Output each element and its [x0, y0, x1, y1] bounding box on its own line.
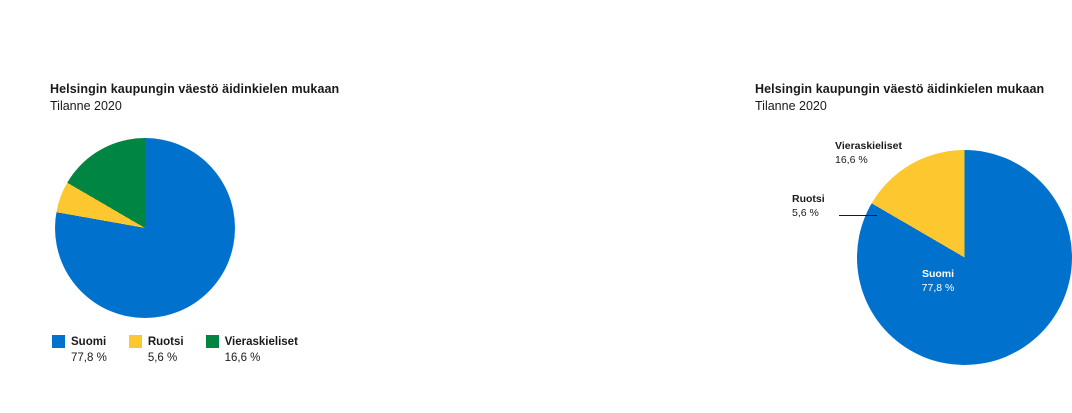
chart-panel-right [367, 0, 1045, 413]
pie-chart-left [55, 138, 235, 318]
slice-label-suomi [903, 267, 973, 295]
leader-line-ruotsi [839, 215, 877, 216]
slice-label-value-suomi: 77,8 % [921, 282, 955, 294]
callout-label-vieraskieliset: Vieraskieliset [835, 140, 902, 152]
legend-value-vieraskieliset: 16,6 % [224, 352, 261, 364]
legend-swatch-vieraskieliset [206, 335, 219, 348]
callout-label-ruotsi: Ruotsi [792, 193, 825, 205]
chart-subtitle-left: Tilanne 2020 [50, 99, 122, 113]
legend-label-vieraskieliset: Vieraskieliset [224, 335, 298, 348]
legend-value-ruotsi: 5,6 % [147, 352, 178, 364]
legend-value-suomi: 77,8 % [71, 352, 107, 364]
legend-item-ruotsi[interactable] [129, 335, 184, 364]
callout-vieraskieliset [835, 139, 902, 167]
legend-swatch-suomi [52, 335, 65, 348]
chart-panel-left [0, 0, 367, 413]
callout-ruotsi [792, 192, 825, 220]
callout-value-vieraskieliset: 16,6 % [835, 154, 868, 166]
legend-item-suomi[interactable] [52, 335, 107, 364]
chart-subtitle-right: Tilanne 2020 [755, 99, 827, 113]
legend-item-vieraskieliset[interactable] [206, 335, 298, 364]
chart-title-right: Helsingin kaupungin väestö äidinkielen mukaan [755, 82, 1045, 96]
slice-label-name-suomi: Suomi [921, 268, 955, 280]
legend-label-suomi: Suomi [71, 335, 107, 348]
legend-label-ruotsi: Ruotsi [147, 335, 184, 348]
legend-swatch-ruotsi [129, 335, 142, 348]
pie-chart-right [857, 150, 1072, 365]
chart-legend [52, 335, 320, 364]
chart-title-left: Helsingin kaupungin väestö äidinkielen mukaan [50, 82, 340, 96]
callout-value-ruotsi: 5,6 % [792, 207, 819, 219]
